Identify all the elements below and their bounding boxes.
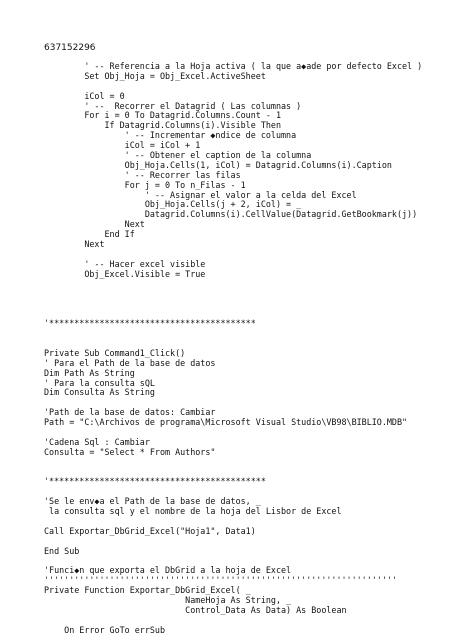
code-line: Next <box>44 239 105 250</box>
code-line: Control_Data As Data) As Boolean <box>44 604 347 615</box>
code-line: ' Para la consulta sQL <box>44 377 155 388</box>
code-line: iCol = iCol + 1 <box>44 140 201 151</box>
code-line: 'Se le env◆a el Path de la base de datos, _ <box>44 496 261 507</box>
code-line <box>44 299 422 309</box>
code-line: Private Function Exportar_DbGrid_Excel( _ <box>44 585 251 596</box>
document-id: 637152296 <box>44 43 96 53</box>
code-line <box>44 280 422 290</box>
code-line: ' -- Recorrer el Datagrid ( Las columnas ) <box>44 100 302 111</box>
code-line: Consulta = "Select * From Authors" <box>44 446 216 457</box>
code-line: For j = 0 To n_Filas - 1 <box>44 179 246 190</box>
code-line: 'Cadena Sql : Cambiar <box>44 436 150 447</box>
code-line: ' -- Incrementar ◆ndice de columna <box>44 130 297 141</box>
code-line: On Error GoTo errSub <box>44 624 166 635</box>
code-line: Set Obj_Hoja = Obj_Excel.ActiveSheet <box>44 70 266 81</box>
code-line: Dim Consulta As String <box>44 387 155 398</box>
code-line: ' -- Obtener el caption de la columna <box>44 150 312 161</box>
code-line: Obj_Hoja.Cells(j + 2, iCol) = _ <box>44 199 302 210</box>
code-line: ' -- Referencia a la Hoja activa ( la que a◆ade por defecto Excel ) <box>44 61 423 71</box>
code-line: Obj_Hoja.Cells(1, iCol) = Datagrid.Columns(i).Caption <box>44 159 392 170</box>
code-line: End Sub <box>44 545 80 556</box>
code-line: For i = 0 To Datagrid.Columns.Count - 1 <box>44 110 281 121</box>
code-line: Private Sub Command1_Click() <box>44 347 186 358</box>
code-line: ' Para el Path de la base de datos <box>44 357 216 368</box>
code-line: Dim Path As String <box>44 367 135 378</box>
code-line: la consulta sql y el nombre de la hoja del Lisbor de Excel <box>44 506 342 517</box>
code-line <box>44 537 422 547</box>
code-line: iCol = 0 <box>44 90 125 101</box>
code-line: Next <box>44 219 145 230</box>
code-line: NameHoja As String, _ <box>44 595 292 606</box>
code-listing <box>44 62 422 636</box>
code-line: Path = "C:\Archivos de programa\Microsoft Visual Studio\VB98\BIBLIO.MDB" <box>44 417 408 428</box>
code-line: ' -- Asignar el valor a la celda del Excel <box>44 189 357 200</box>
code-line: End If <box>44 229 135 240</box>
code-line: Call Exportar_DbGrid_Excel("Hoja1", Data1) <box>44 525 256 536</box>
code-line: Datagrid.Columns(i).CellValue(Datagrid.GetBookmark(j)) <box>44 209 418 220</box>
code-line: If Datagrid.Columns(i).Visible Then <box>44 120 281 131</box>
code-line: '***************************************** <box>44 318 256 329</box>
code-line <box>44 329 422 339</box>
code-line: '''''''''''''''''''''''''''''''''''''''''''''''''''''''''''''''''''''' <box>44 575 397 586</box>
code-line: ' -- Hacer excel visible <box>44 258 206 269</box>
code-line <box>44 458 422 468</box>
code-line: ' -- Recorrer las filas <box>44 169 241 180</box>
code-line <box>44 289 422 299</box>
code-line: 'Path de la base de datos: Cambiar <box>44 407 216 418</box>
code-line: 'Funci◆n que exporta el DbGrid a la hoja de Excel <box>44 565 292 576</box>
code-line: Obj_Excel.Visible = True <box>44 268 206 279</box>
code-line: '******************************************* <box>44 476 266 487</box>
